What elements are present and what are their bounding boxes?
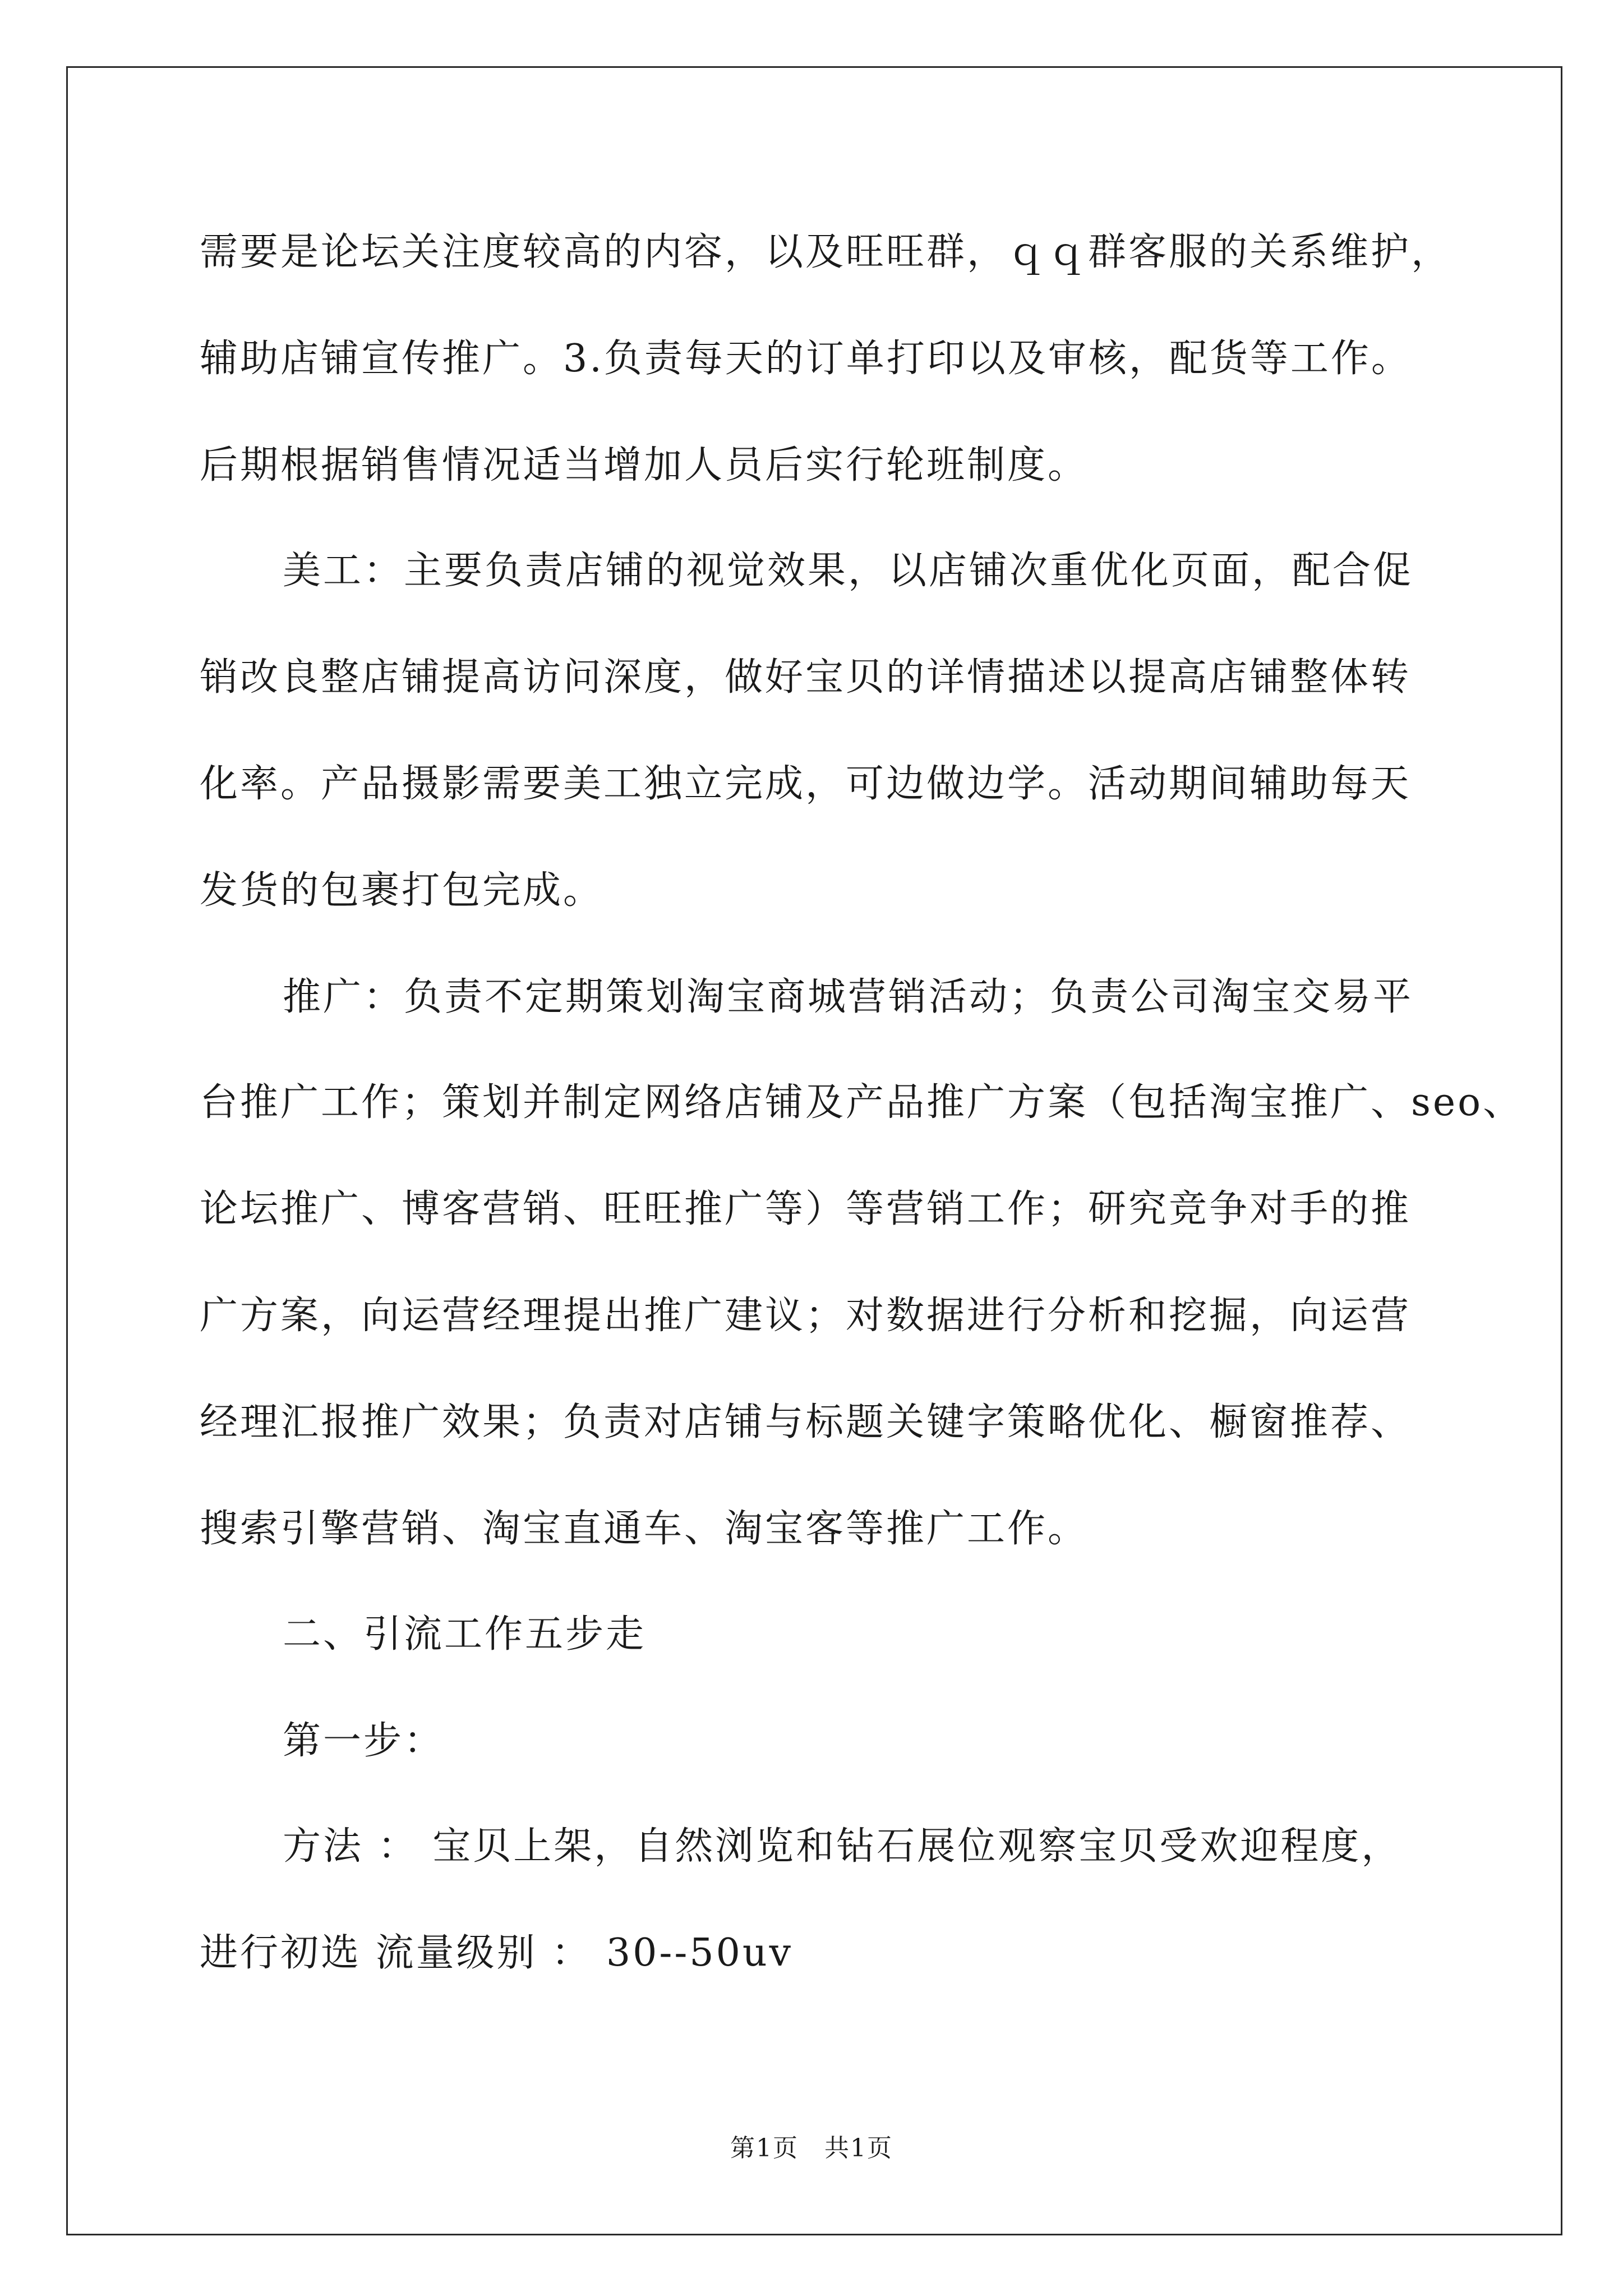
text-line: 台推广工作；策划并制定网络店铺及产品推广方案（包括淘宝推广、seo、	[200, 1080, 1524, 1125]
text-line: 搜索引擎营销、淘宝直通车、淘宝客等推广工作。	[200, 1507, 1089, 1551]
text-line: 经理汇报推广效果；负责对店铺与标题关键字策略优化、橱窗推荐、	[200, 1400, 1412, 1444]
text-line: 方法 ： 宝贝上架，自然浏览和钻石展位观察宝贝受欢迎程度，	[283, 1824, 1402, 1869]
text-line: 需要是论坛关注度较高的内容，以及旺旺群，ｑｑ群客服的关系维护，	[200, 230, 1452, 274]
section-heading: 二、引流工作五步走	[283, 1612, 647, 1657]
text-line: 后期根据销售情况适当增加人员后实行轮班制度。	[200, 443, 1089, 487]
text-line: 发货的包裹打包完成。	[200, 868, 604, 913]
text-line: 广方案，向运营经理提出推广建议；对数据进行分析和挖掘，向运营	[200, 1294, 1412, 1338]
step-heading: 第一步：	[283, 1719, 445, 1763]
text-line: 论坛推广、博客营销、旺旺推广等）等营销工作；研究竞争对手的推	[200, 1187, 1412, 1231]
text-line: 化率。产品摄影需要美工独立完成，可边做边学。活动期间辅助每天	[200, 762, 1412, 806]
page-number-footer: 第1页 共1页	[730, 2134, 893, 2162]
text-line: 推广：负责不定期策划淘宝商城营销活动；负责公司淘宝交易平	[283, 975, 1414, 1019]
text-line: 销改良整店铺提高访问深度，做好宝贝的详情描述以提高店铺整体转	[200, 655, 1412, 700]
text-line: 美工：主要负责店铺的视觉效果，以店铺次重优化页面，配合促	[283, 549, 1414, 593]
page-border	[66, 66, 1562, 2235]
text-line: 进行初选 流量级别 ： 30--50uv	[200, 1931, 794, 1975]
text-line: 辅助店铺宣传推广。3.负责每天的订单打印以及审核，配货等工作。	[200, 337, 1412, 381]
